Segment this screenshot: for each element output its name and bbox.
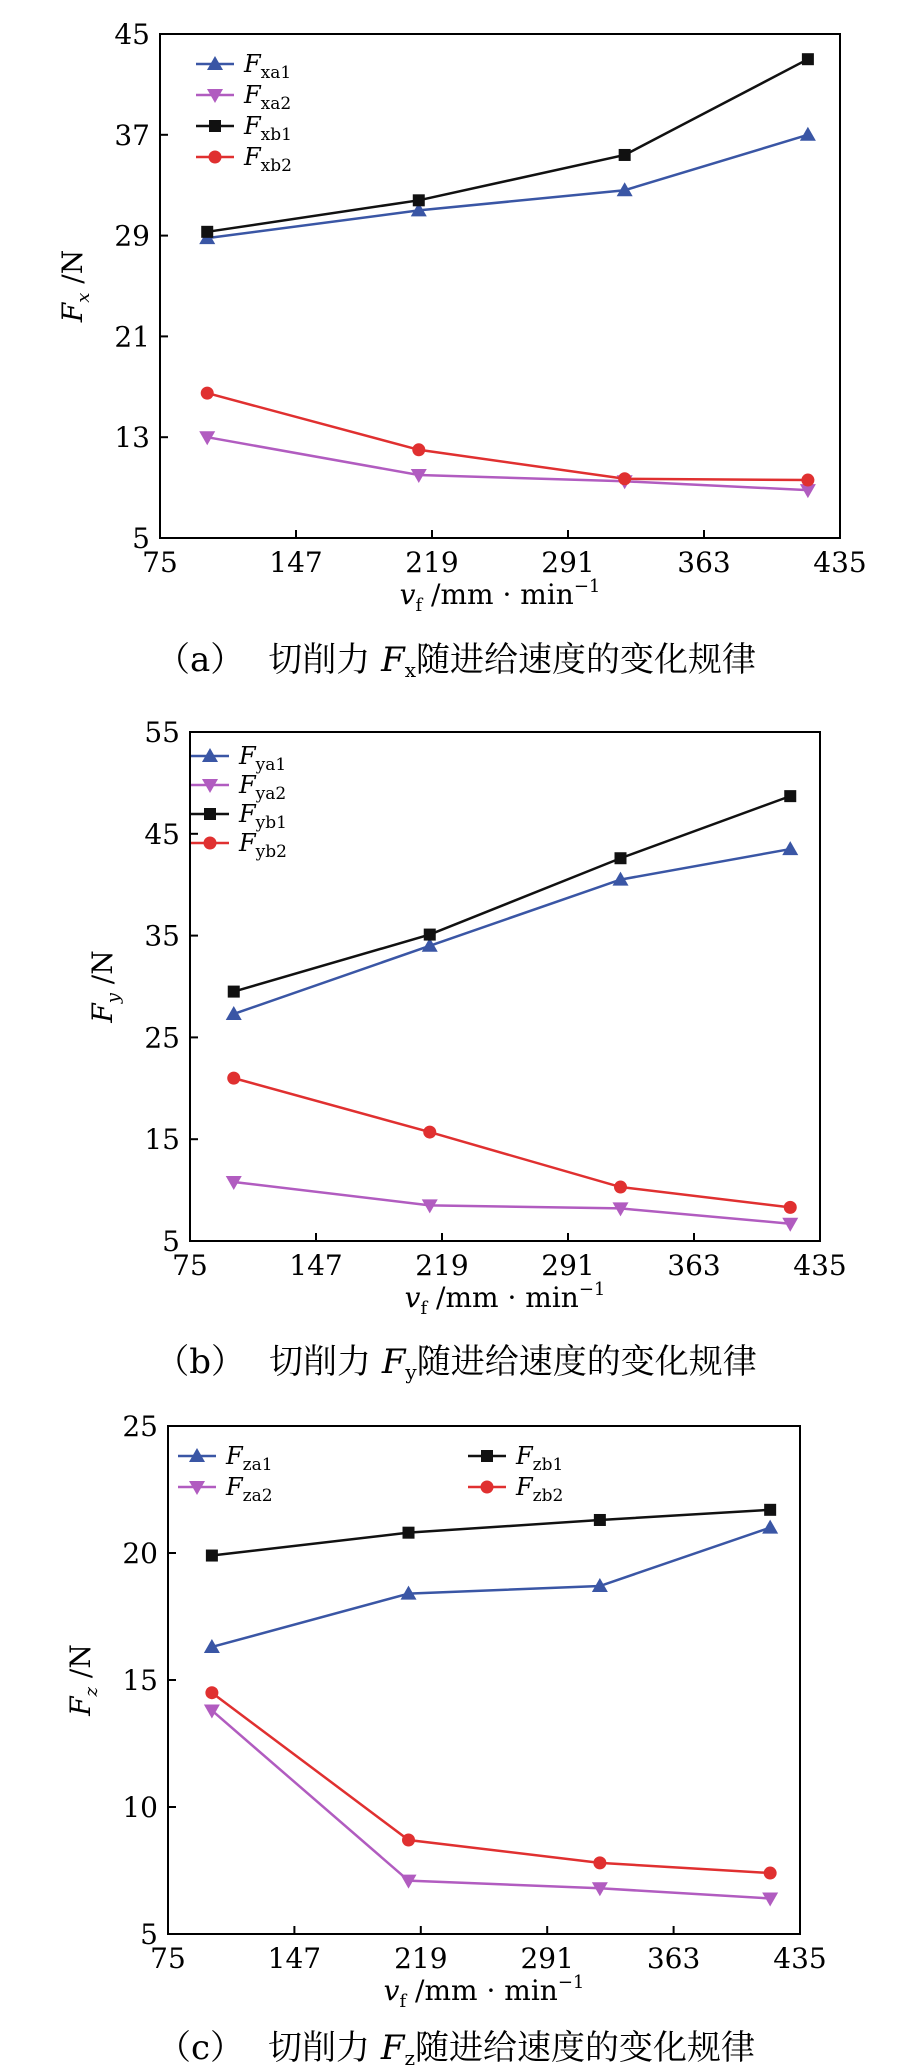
point-Fzb2-2 (593, 1856, 606, 1869)
y-tick-label-a-4: 37 (114, 118, 150, 152)
y-axis-label-b (86, 950, 124, 1023)
caption-a (0, 632, 912, 682)
legend-c (178, 1442, 563, 1506)
legend-label-sub-Fya1: ya1 (255, 755, 287, 775)
series-line-Fxa2 (207, 437, 808, 490)
point-Fyb2-0 (227, 1072, 240, 1085)
caption-b-var: F (381, 1342, 406, 1382)
legend-marker-Fyb2 (204, 837, 217, 850)
point-Fyb2-1 (423, 1126, 436, 1139)
point-Fzb2-0 (205, 1686, 218, 1699)
x-axis-label-b (405, 1279, 606, 1319)
legend-label-sub-Fxb2: xb2 (260, 156, 292, 176)
y-tick-label-c-0: 5 (140, 1918, 158, 1951)
x-axis-label-a (400, 576, 601, 616)
x-tick-label-b-1: 147 (289, 1249, 343, 1282)
caption-b-label: （b） (155, 1342, 246, 1382)
y-axis-label-sub-a: x (73, 292, 94, 303)
y-tick-label-a-2: 21 (114, 320, 150, 354)
y-tick-label-a-1: 13 (114, 421, 150, 455)
x-axis-label-sup-b: −1 (578, 1279, 606, 1300)
x-tick-label-c-1: 147 (267, 1942, 322, 1975)
point-Fyb2-2 (614, 1181, 627, 1194)
series-Fyb1 (228, 790, 797, 997)
x-axis-label-unit-a: /mm · min (422, 578, 574, 611)
point-Fyb2-3 (784, 1201, 797, 1214)
y-tick-label-b-4: 45 (144, 817, 180, 851)
caption-a-suffix: 随进给速度的变化规律 (415, 640, 756, 680)
chart-panel-c (0, 1390, 912, 2070)
legend-label-sub-Fxb1: xb1 (260, 125, 292, 145)
legend-marker-Fxb2 (209, 151, 222, 164)
series-Fza1 (204, 1520, 778, 1653)
y-tick-label-b-3: 35 (144, 919, 180, 953)
chart-a-svg (0, 0, 912, 640)
legend-label-sub-Fyb1: yb1 (255, 813, 287, 833)
legend-label-Fzb1 (515, 1442, 563, 1475)
y-tick-label-c-4: 25 (122, 1410, 158, 1443)
series-Fya1 (226, 841, 799, 1020)
caption-a-sub: x (404, 658, 416, 682)
legend-label-Fzb2 (515, 1473, 563, 1506)
x-axis-label-sub-c: f (399, 1991, 407, 2012)
point-Fyb1-3 (784, 790, 796, 802)
legend-b (191, 742, 287, 862)
caption-b-sub: y (405, 1360, 417, 1384)
point-Fxb2-1 (412, 443, 425, 456)
series-Fxb2 (201, 387, 815, 487)
point-Fxb1-2 (619, 149, 631, 161)
point-Fza2-3 (762, 1892, 778, 1906)
legend-label-base-Fxa2: F (244, 81, 261, 109)
x-tick-label-a-2: 219 (405, 546, 459, 579)
x-tick-label-b-2: 219 (415, 1249, 469, 1282)
x-axis-label-sup-a: −1 (573, 576, 601, 597)
point-Fya2-3 (782, 1218, 798, 1232)
legend-label-sub-Fzb1: zb1 (532, 1455, 564, 1475)
caption-c-suffix: 随进给速度的变化规律 (415, 2028, 755, 2068)
series-Fxb1 (201, 53, 814, 238)
point-Fzb1-1 (403, 1527, 415, 1539)
y-tick-label-c-3: 20 (122, 1537, 158, 1570)
point-Fxb2-0 (201, 387, 214, 400)
x-tick-label-a-5: 435 (813, 546, 867, 579)
legend-label-base-Fya2: F (239, 771, 256, 799)
legend-item-Fxb1 (196, 112, 292, 145)
y-axis-label-main-b: F (86, 1003, 119, 1023)
series-Fya2 (226, 1176, 799, 1232)
point-Fxa1-3 (800, 127, 816, 141)
series-Fzb2 (205, 1686, 776, 1879)
caption-c-sub: z (404, 2046, 415, 2070)
point-Fyb1-0 (228, 986, 240, 998)
y-tick-label-b-2: 25 (144, 1021, 180, 1055)
series-Fzb1 (206, 1504, 776, 1562)
legend-label-Fxb2 (243, 143, 292, 176)
legend-label-base-Fyb2: F (239, 829, 256, 857)
caption-c-label: （c） (157, 2028, 245, 2068)
x-tick-label-a-3: 291 (541, 546, 595, 579)
legend-label-sub-Fxa1: xa1 (260, 63, 292, 83)
point-Fxb2-3 (801, 474, 814, 487)
legend-label-sub-Fza2: za2 (242, 1486, 273, 1506)
legend-label-Fza2 (225, 1473, 273, 1506)
legend-a (196, 50, 292, 176)
chart-b-svg (0, 700, 912, 1340)
y-tick-label-c-2: 15 (122, 1664, 158, 1697)
legend-marker-Fxb1 (209, 120, 221, 132)
x-axis-label-sub-b: f (420, 1298, 428, 1319)
x-tick-label-c-5: 435 (773, 1942, 827, 1975)
y-tick-label-b-5: 55 (144, 716, 180, 749)
point-Fyb1-1 (424, 929, 436, 941)
x-axis-label-sup-c: −1 (557, 1972, 585, 1993)
caption-a-label: （a） (156, 640, 245, 680)
y-axis-label-unit-c: /N (64, 1644, 97, 1687)
x-tick-label-a-1: 147 (269, 546, 323, 579)
legend-label-Fyb2 (238, 829, 287, 862)
caption-b-prefix: 切削力 (269, 1342, 382, 1382)
x-tick-label-b-5: 435 (793, 1249, 847, 1282)
legend-item-Fzb1 (468, 1442, 563, 1475)
legend-label-base-Fya1: F (239, 742, 256, 770)
chart-c-svg (0, 1390, 912, 2030)
legend-item-Fxa2 (196, 81, 291, 114)
y-tick-label-b-1: 15 (144, 1123, 180, 1157)
chart-panel-a (0, 0, 912, 690)
x-axis-label-sub-a: f (415, 595, 423, 616)
legend-label-base-Fxb2: F (244, 143, 261, 171)
caption-a-prefix: 切削力 (268, 640, 382, 680)
legend-label-base-Fza2: F (226, 1473, 243, 1501)
point-Fya1-3 (782, 841, 798, 855)
point-Fxb1-1 (413, 194, 425, 206)
point-Fzb2-3 (764, 1867, 777, 1880)
x-axis-label-main-b: v (404, 1281, 421, 1314)
series-line-Fxa1 (207, 135, 808, 238)
legend-label-sub-Fza1: za1 (242, 1455, 273, 1475)
y-axis-label-sub-b: y (103, 993, 124, 1004)
y-axis-label-unit-a: /N (56, 249, 89, 293)
series-Fxa2 (199, 431, 816, 498)
point-Fzb1-3 (764, 1504, 776, 1516)
x-tick-label-c-0: 75 (150, 1942, 186, 1975)
x-tick-label-a-0: 75 (142, 546, 178, 579)
y-axis-label-c (64, 1644, 102, 1717)
x-tick-label-c-3: 291 (520, 1942, 574, 1975)
caption-c-prefix: 切削力 (268, 2028, 381, 2068)
legend-label-Fza1 (225, 1442, 273, 1475)
point-Fzb1-2 (594, 1514, 606, 1526)
series-line-Fza2 (212, 1710, 770, 1898)
caption-a-var: F (381, 640, 405, 680)
x-tick-label-b-0: 75 (172, 1249, 208, 1282)
y-tick-label-b-0: 5 (162, 1225, 180, 1258)
series-line-Fya1 (234, 849, 791, 1014)
x-axis-label-unit-c: /mm · min (406, 1974, 558, 2007)
legend-item-Fza2 (178, 1473, 273, 1506)
caption-b-suffix: 随进给速度的变化规律 (416, 1342, 757, 1382)
legend-label-Fxa2 (243, 81, 291, 114)
point-Fxb1-3 (802, 53, 814, 65)
legend-label-base-Fza1: F (226, 1442, 243, 1470)
x-axis-label-main-c: v (383, 1974, 400, 2007)
x-axis-label-unit-b: /mm · min (427, 1281, 579, 1314)
y-axis-label-unit-b: /N (86, 950, 119, 994)
chart-panel-b (0, 700, 912, 1390)
legend-item-Fzb2 (468, 1473, 563, 1506)
series-Fza2 (204, 1704, 778, 1906)
series-line-Fzb1 (212, 1510, 770, 1556)
caption-c-var: F (380, 2028, 405, 2068)
y-tick-label-a-0: 5 (132, 522, 150, 555)
x-axis-label-main-a: v (399, 578, 416, 611)
y-axis-label-main-a: F (56, 302, 89, 323)
series-line-Fxb2 (207, 393, 808, 480)
legend-item-Fyb2 (191, 829, 287, 862)
x-tick-label-c-2: 219 (394, 1942, 448, 1975)
caption-b (0, 1334, 912, 1384)
x-tick-label-b-3: 291 (541, 1249, 595, 1282)
legend-label-sub-Fyb2: yb2 (255, 842, 287, 862)
legend-label-sub-Fxa2: xa2 (260, 94, 292, 114)
legend-label-base-Fyb1: F (239, 800, 256, 828)
legend-label-Fxb1 (243, 112, 292, 145)
legend-item-Fxb2 (196, 143, 292, 176)
legend-label-base-Fzb2: F (516, 1473, 533, 1501)
legend-marker-Fzb1 (481, 1450, 493, 1462)
point-Fza1-3 (762, 1520, 778, 1534)
x-axis-label-c (384, 1972, 585, 2012)
x-tick-label-c-4: 363 (646, 1942, 701, 1975)
legend-label-sub-Fzb2: zb2 (532, 1486, 564, 1506)
point-Fyb1-2 (615, 852, 627, 864)
legend-marker-Fyb1 (204, 808, 216, 820)
x-tick-label-b-4: 363 (667, 1249, 721, 1282)
caption-c (0, 2020, 912, 2070)
legend-label-base-Fxa1: F (244, 50, 261, 78)
point-Fxb2-2 (618, 472, 631, 485)
plot-frame-b (190, 732, 820, 1241)
point-Fxb1-0 (201, 226, 213, 238)
legend-label-base-Fzb1: F (516, 1442, 533, 1470)
legend-label-base-Fxb1: F (244, 112, 261, 140)
y-axis-label-main-c: F (64, 1696, 97, 1716)
legend-marker-Fzb2 (481, 1481, 494, 1494)
y-axis-label-sub-c: z (81, 1686, 102, 1697)
series-line-Fyb2 (234, 1078, 791, 1207)
legend-item-Fza1 (178, 1442, 273, 1475)
y-axis-label-a (56, 250, 94, 323)
y-tick-label-a-5: 45 (114, 18, 150, 51)
point-Fzb1-0 (206, 1550, 218, 1562)
x-tick-label-a-4: 363 (677, 546, 731, 579)
series-line-Fxb1 (207, 59, 808, 232)
legend-item-Fxa1 (196, 50, 291, 83)
point-Fzb2-1 (402, 1834, 415, 1847)
y-tick-label-c-1: 10 (122, 1791, 158, 1824)
legend-label-sub-Fya2: ya2 (255, 784, 287, 804)
series-line-Fya2 (234, 1182, 791, 1224)
y-tick-label-a-3: 29 (114, 219, 150, 253)
legend-label-Fxa1 (243, 50, 291, 83)
series-line-Fyb1 (234, 796, 791, 991)
